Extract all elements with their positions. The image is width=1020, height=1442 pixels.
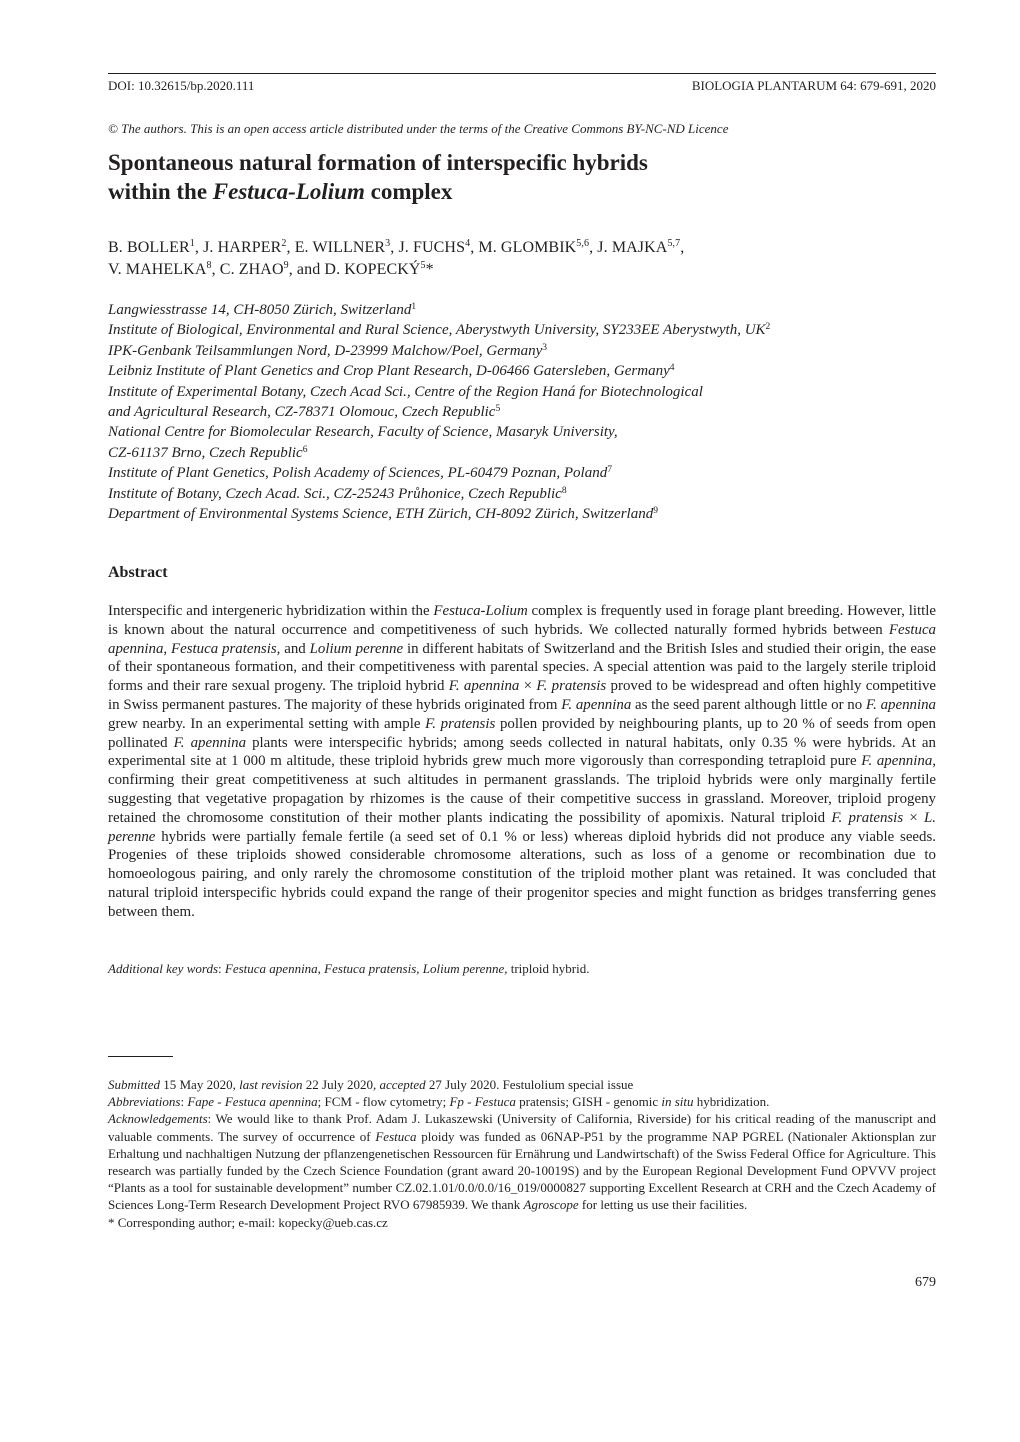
affiliation: and Agricultural Research, CZ-78371 Olomouc, Czech Republic$^5$ [108, 404, 501, 421]
text-run: ; FCM - flow cytometry; [317, 1094, 450, 1110]
text-run: × [519, 678, 537, 695]
text-run: 27 July 2020. Festulolium special issue [425, 1077, 634, 1092]
italic-text: Festuca-Lolium [433, 603, 528, 619]
author: C. ZHAO$^9$, and [219, 260, 325, 278]
text-run: Interspecific and intergeneric hybridization within the [108, 603, 434, 619]
text-run: plants were interspecific hybrids; among seeds collected in natural habitats, only 0.35 % were hybrids. At an experimental site at 1 000 m altitude, these triploid hybrids grew much more vigorously than corresponding tetraploid pure [108, 734, 936, 770]
title-line-1: Spontaneous natural formation of interspecific hybrids [108, 150, 648, 175]
text-run: : We would like to thank Prof. Adam J. Lukaszewski (University of California, Riverside) for his critical reading of the manuscript and valuable comments. The survey of occurrence of [108, 1111, 936, 1144]
footnote [108, 1214, 936, 1231]
doi: DOI: 10.32615/bp.2020.111 [108, 78, 255, 93]
footnote [108, 1076, 936, 1093]
text-run: , confirming their great competitiveness at such altitudes in permanent grasslands. The triploid hybrids were only marginally fertile suggesting that vegetative propagation by rhizomes is the cause of their competitive success in grassland. Moreover, triploid progeny retained the chromosome constitution of their mother plants indicating the possibility of apomixis. Natural triploid [108, 753, 937, 826]
keywords-species: Festuca apennina, Festuca pratensis, Lolium perenne, [224, 961, 508, 976]
paper-title [108, 148, 928, 206]
italic-text: Acknowledgements [108, 1111, 208, 1127]
text-run: complex is frequently used in forage plant breeding. However, little is known about the natural occurrence and competitiveness of such hybrids. We collected naturally formed hybrids between [108, 603, 936, 638]
text-run: ploidy was funded as 06NAP-P51 by the programme NAP PGREL (Nationaler Aktionsplan zur Erhaltung und nachhaltigen Nutzung der pflanzengenetischen Ressourcen für Ernährung und Landwirtschaft) of the Swiss Federal Office for Agriculture. This research was partially funded by the Czech Science Foundation (grant award 20-10019S) and by the European Regional Development Fund OPVVV project “Plants as a tool for sustainable development” number CZ.02.1.01/0.0/0.0/16_019/0000827 supporting Excellent Research at CRH and the Czech Academy of Sciences Long-Term Research Development Project RVO 67985939. We thank [108, 1128, 936, 1213]
italic-text: F. apennina [448, 678, 520, 695]
text-run: for letting us use their facilities. [578, 1197, 748, 1213]
affiliations [108, 300, 936, 524]
italic-text: F. pratensis [831, 809, 904, 826]
italic-text: Fp - Festuca [449, 1094, 516, 1110]
italic-text: Festuca pratensis, [171, 640, 281, 657]
affiliation: National Centre for Biomolecular Research, Faculty of Science, Masaryk University, [108, 424, 618, 441]
text-run: in different habitats of Switzerland and the British Isles and studied their origin, the ease of their spontaneous formation, and their competitiveness with parental species. A special attention was paid to the largely sterile triploid forms and their rare sexual progeny. The triploid hybrid [108, 640, 936, 695]
italic-text: in situ [661, 1094, 694, 1110]
italic-text: Festuca [375, 1128, 417, 1144]
abstract-heading: Abstract [108, 564, 168, 581]
author-line-1 [108, 237, 928, 259]
affiliation: Department of Environmental Systems Science, ETH Zürich, CH-8092 Zürich, Switzerland$^9$ [108, 506, 658, 523]
italic-text: F. pratensis [425, 715, 496, 732]
text-run: hybrids were partially female fertile (a seed set of 0.1 % or less) whereas diploid hybrids did not produce any viable seeds. Progenies of these triploids showed considerable chromosome alterations, such as loss of a genome or recombination due to homoeologous pairing, and only rarely the chromosome constitution of the triploid mother plant was retained. It was concluded that natural triploid interspecific hybrids could expand the range of their progenitor species and might function as bridges transferring genes between them. [108, 828, 936, 920]
text-run: : [180, 1094, 188, 1110]
italic-text: Abbreviations [108, 1094, 181, 1110]
text-run: hybridization. [693, 1094, 770, 1110]
page-number: 679 [915, 1275, 936, 1290]
text-run: * Corresponding author; e-mail: kopecky@ueb.cas.cz [108, 1214, 388, 1230]
keywords: Additional key words: Festuca apennina, Festuca pratensis, Lolium perenne, triploid hybrid. [108, 961, 590, 976]
italic-text: last revision [239, 1077, 303, 1092]
text-run: proved to be widespread and often highly competitive in Swiss permanent pastures. The majority of these hybrids originated from [108, 678, 937, 713]
text-run: pollen provided by neighbouring plants, up to 20 % of seeds from open pollinated [108, 715, 936, 751]
author: E. WILLNER$^3$, [294, 238, 399, 256]
text-run: grew nearby. In an experimental setting with ample [108, 715, 426, 732]
title-genus: Festuca-Lolium [212, 179, 365, 204]
header-rule [108, 73, 936, 74]
keywords-label: Additional key words [108, 961, 219, 976]
footnote-rule [108, 1056, 173, 1057]
italic-text: F. pratensis [536, 678, 607, 695]
license-notice: © The authors. This is an open access article distributed under the terms of the Creative Commons BY-NC-ND Licence [108, 121, 729, 136]
text-run: as the seed parent although little or no [631, 696, 866, 713]
italic-text: Agroscope [523, 1197, 579, 1213]
abstract-body [108, 602, 936, 922]
text-run: 15 May 2020, [160, 1077, 240, 1092]
journal-citation: BIOLOGIA PLANTARUM 64: 679-691, 2020 [691, 78, 936, 93]
affiliation: IPK-Genbank Teilsammlungen Nord, D-23999 Malchow/Poel, Germany$^3$ [108, 342, 548, 359]
affiliation: Institute of Biological, Environmental and Rural Science, Aberystwyth University, SY233EE Aberystwyth, $UK^2$ [108, 322, 771, 339]
author-corresponding: D. KOPECKÝ$^5$* [324, 260, 434, 278]
text-run: × [903, 809, 924, 826]
author: V. MAHELKA$^8$, [108, 260, 220, 278]
footnote [108, 1110, 936, 1213]
author: J. HARPER$^2$, [203, 238, 295, 256]
title-line-2: within the Festuca-Lolium complex [108, 179, 453, 204]
affiliation: Institute of Plant Genetics, Polish Academy of Sciences, PL-60479 Poznan, Poland$^7$ [108, 465, 612, 482]
text-run: and [280, 640, 310, 657]
italic-text: Submitted [108, 1077, 160, 1092]
author-line-2 [108, 259, 928, 281]
text-run: pratensis; GISH - genomic [515, 1094, 662, 1110]
italic-text: F. apennina [865, 696, 936, 713]
italic-text: Festuca apennina [108, 621, 936, 657]
italic-text: F. apennina [173, 734, 247, 751]
footnotes [108, 1076, 936, 1231]
italic-text: F. apennina [861, 753, 933, 770]
author: B. BOLLER$^1$, [108, 238, 204, 256]
italic-text: Lolium perenne [309, 640, 404, 657]
italic-text: F. apennina [561, 696, 632, 713]
affiliation: Institute of Experimental Botany, Czech Acad Sci., Centre of the Region Haná for Biotechnological [108, 383, 703, 400]
affiliation: CZ-61137 Brno, Czech Republic$^6$ [108, 444, 308, 461]
author: J. MAJKA$^{5,7}$, [597, 238, 685, 256]
italic-text: Fape - Festuca apennina [187, 1094, 318, 1110]
affiliation: Langwiesstrasse 14, CH-8050 Zürich, Switzerland$^1$ [108, 302, 417, 318]
text-run: 22 July 2020, [302, 1077, 380, 1092]
affiliation: Institute of Botany, Czech Acad. Sci., CZ-25243 Průhonice, Czech Republic$^8$ [108, 485, 567, 502]
italic-text: L. perenne [108, 809, 937, 845]
author: J. FUCHS$^4$, [398, 238, 479, 256]
author-list [108, 237, 928, 281]
affiliation: Leibniz Institute of Plant Genetics and Crop Plant Research, D-06466 Gatersleben, Germany$^4$ [108, 363, 675, 380]
text-run: , [163, 640, 172, 657]
footnote [108, 1093, 936, 1110]
author: M. GLOMBIK$^{5,6}$, [478, 238, 598, 256]
italic-text: accepted [379, 1077, 426, 1092]
